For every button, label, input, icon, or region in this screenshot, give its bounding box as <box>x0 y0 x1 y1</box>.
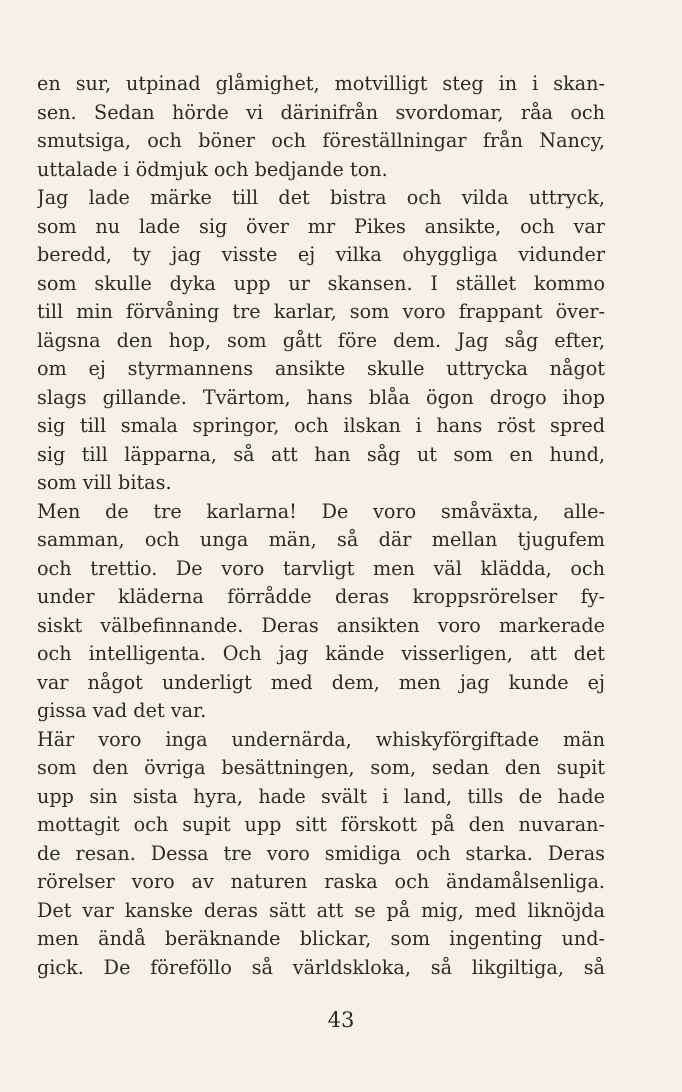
text-line: upp sin sista hyra, hade svält i land, tills de hade <box>37 784 605 808</box>
text-line: slags gillande. Tvärtom, hans blåa ögon drogo ihop <box>37 385 605 409</box>
text-line: lägsna den hop, som gått före dem. Jag såg efter, <box>37 328 605 352</box>
text-line: om ej styrmannens ansikte skulle uttrycka något <box>37 357 605 380</box>
text-line: smutsiga, och böner och föreställningar från Nancy, <box>37 129 605 152</box>
text-line: Men de tre karlarna! De voro småväxta, alle- <box>37 499 605 523</box>
text-line: samman, och unga män, så där mellan tjugufem <box>37 528 605 551</box>
text-line: som vill bitas. <box>37 471 172 494</box>
text-line: Jag lade märke till det bistra och vilda uttryck, <box>37 186 605 209</box>
text-line: gissa vad det var. <box>37 699 207 722</box>
text-line: och trettio. De voro tarvligt men väl klädda, och <box>37 556 605 580</box>
text-line: rörelser voro av naturen raska och ändamålsenliga. <box>37 870 605 893</box>
text-line: uttalade i ödmjuk och bedjande ton. <box>37 157 388 181</box>
text-line: som skulle dyka upp ur skansen. I stället kommo <box>37 271 605 295</box>
text-line: under kläderna förrådde deras kroppsrörelser fy- <box>37 585 605 608</box>
text-line: men ändå beräknande blickar, som ingenting und- <box>37 927 605 950</box>
text-line: Här voro inga undernärda, whiskyförgiftade män <box>37 727 605 751</box>
page-number: 43 <box>327 1008 355 1032</box>
text-line: mottagit och supit upp sitt förskott på den nuvaran- <box>37 813 605 836</box>
text-line: gick. De föreföllo så världskloka, så likgiltiga, så <box>37 955 605 979</box>
text-line: beredd, ty jag visste ej vilka ohyggliga vidunder <box>37 243 605 266</box>
text-line: som den övriga besättningen, som, sedan den supit <box>37 756 605 779</box>
text-line: till min förvåning tre karlar, som voro frappant över- <box>37 300 605 323</box>
body-text <box>37 70 605 982</box>
text-line: de resan. Dessa tre voro smidiga och starka. Deras <box>37 841 605 865</box>
text-line: Det var kanske deras sätt att se på mig, med liknöjda <box>37 898 605 922</box>
text-line: och intelligenta. Och jag kände visserligen, att det <box>37 642 605 665</box>
text-line: som nu lade sig över mr Pikes ansikte, och var <box>37 214 605 238</box>
text-line: sen. Sedan hörde vi därinifrån svordomar, råa och <box>37 100 605 124</box>
text-line: en sur, utpinad glåmighet, motvilligt steg in i skan- <box>37 72 605 95</box>
text-line: sig till smala springor, och ilskan i hans röst spred <box>37 414 605 437</box>
text-line: var något underligt med dem, men jag kunde ej <box>37 670 605 694</box>
text-line: sig till läpparna, så att han såg ut som en hund, <box>37 442 605 466</box>
text-line: siskt välbefinnande. Deras ansikten voro markerade <box>37 613 605 637</box>
